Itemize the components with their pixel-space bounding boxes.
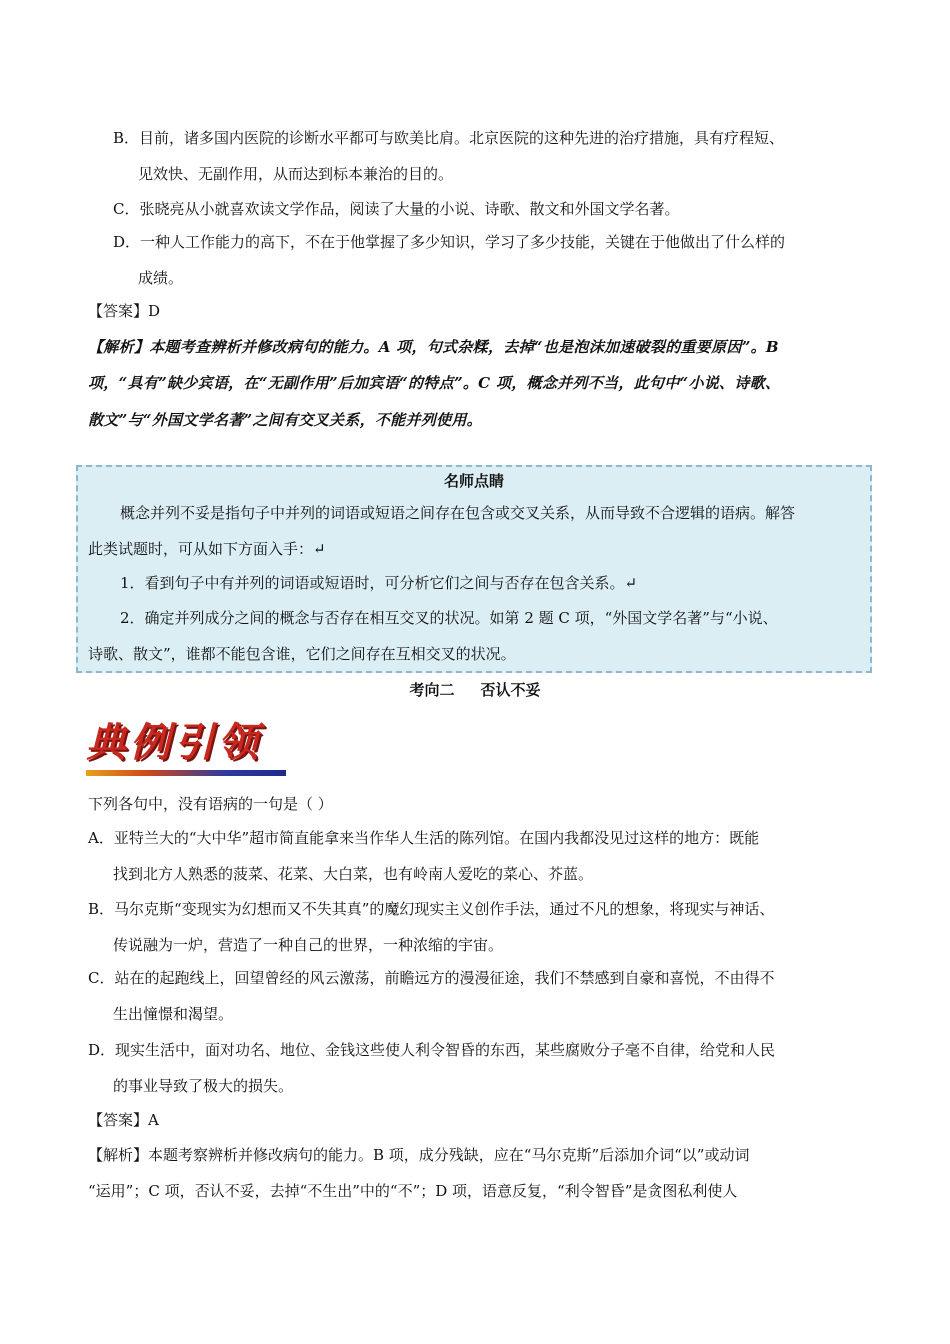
- tip-box-line5: 诗歌、散文”，谁都不能包含谁，它们之间存在互相交叉的状况。: [88, 645, 516, 663]
- q1-option-b-line1: B．目前，诸多国内医院的诊断水平都可与欧美比肩。北京医院的这种先进的治疗措施，具有疗程短、: [113, 129, 785, 147]
- q2-option-d-line1: D．现实生活中，面对功名、地位、金钱这些使人利令智昏的东西，某些腐败分子毫不自律，给党和人民: [88, 1041, 776, 1059]
- tip-box-title: 名师点睛: [443, 472, 504, 490]
- banner-underline: [86, 770, 286, 776]
- tip-box: [76, 465, 872, 673]
- q2-stem: 下列各句中，没有语病的一句是（ ）: [88, 795, 333, 813]
- q2-option-b-line2: 传说融为一炉，营造了一种自己的世界，一种浓缩的宇宙。: [113, 936, 504, 954]
- q1-option-c: C．张晓亮从小就喜欢读文学作品，阅读了大量的小说、诗歌、散文和外国文学名著。: [113, 200, 680, 218]
- section-title: [0, 680, 950, 700]
- q2-analysis-line2: “运用”；C 项，否认不妥，去掉“不生出”中的“不”；D 项，语意反复，“利令智昏”是贪图私利使人: [88, 1182, 738, 1200]
- q1-option-d-line2: 成绩。: [138, 269, 184, 287]
- q2-option-a-line1: A．亚特兰大的“大中华”超市简直能拿来当作华人生活的陈列馆。在国内我都没见过这样的地方：既能: [88, 829, 760, 847]
- tip-box-line1: 概念并列不妥是指句子中并列的词语或短语之间存在包含或交叉关系，从而导致不合逻辑的语病。解答: [120, 504, 796, 522]
- q1-analysis-line1: 【解析】本题考查辨析并修改病句的能力。A 项，句式杂糅，去掉“也是泡沫加速破裂的重要原因”。B: [88, 338, 779, 356]
- banner-logo: [86, 718, 286, 778]
- q2-analysis-line1: 【解析】本题考察辨析并修改病句的能力。B 项，成分残缺，应在“马尔克斯”后添加介词“以”或动词: [88, 1146, 750, 1164]
- q2-answer: 【答案】A: [88, 1111, 159, 1129]
- q2-option-c-line1: C．站在的起跑线上，回望曾经的风云激荡，前瞻远方的漫漫征途，我们不禁感到自豪和喜悦，不由得不: [88, 969, 775, 987]
- q1-option-d-line1: D．一种人工作能力的高下，不在于他掌握了多少知识，学习了多少技能，关键在于他做出了什么样的: [113, 233, 786, 251]
- q1-option-b-line2: 见效快、无副作用，从而达到标本兼治的目的。: [138, 165, 454, 183]
- q2-option-a-line2: 找到北方人熟悉的菠菜、花菜、大白菜，也有岭南人爱吃的菜心、芥蓝。: [113, 865, 594, 883]
- q1-analysis-line3: 散文”与“外国文学名著”之间有交叉关系，不能并列使用。: [88, 411, 482, 429]
- q2-option-c-line2: 生出憧憬和渴望。: [113, 1005, 234, 1023]
- section-title-text: 考向二 否认不妥: [409, 681, 541, 699]
- q1-answer: 【答案】D: [88, 302, 161, 320]
- q1-analysis-line2: 项，“具有”缺少宾语，在“无副作用”后加宾语“的特点”。C 项，概念并列不当，此句中“小说、诗歌、: [88, 374, 781, 392]
- banner-text: 典例引领: [86, 719, 262, 766]
- tip-box-line2: 此类试题时，可从如下方面入手：↵: [88, 540, 326, 558]
- q2-option-d-line2: 的事业导致了极大的损失。: [113, 1077, 294, 1095]
- q2-option-b-line1: B．马尔克斯“变现实为幻想而又不失其真”的魔幻现实主义创作手法，通过不凡的想象，将现实与神话、: [88, 900, 775, 918]
- tip-box-line3: 1．看到句子中有并列的词语或短语时，可分析它们之间与否存在包含关系。↵: [120, 574, 638, 592]
- tip-box-line4: 2．确定并列成分之间的概念与否存在相互交叉的状况。如第 2 题 C 项，“外国文学名著”与“小说、: [120, 609, 778, 627]
